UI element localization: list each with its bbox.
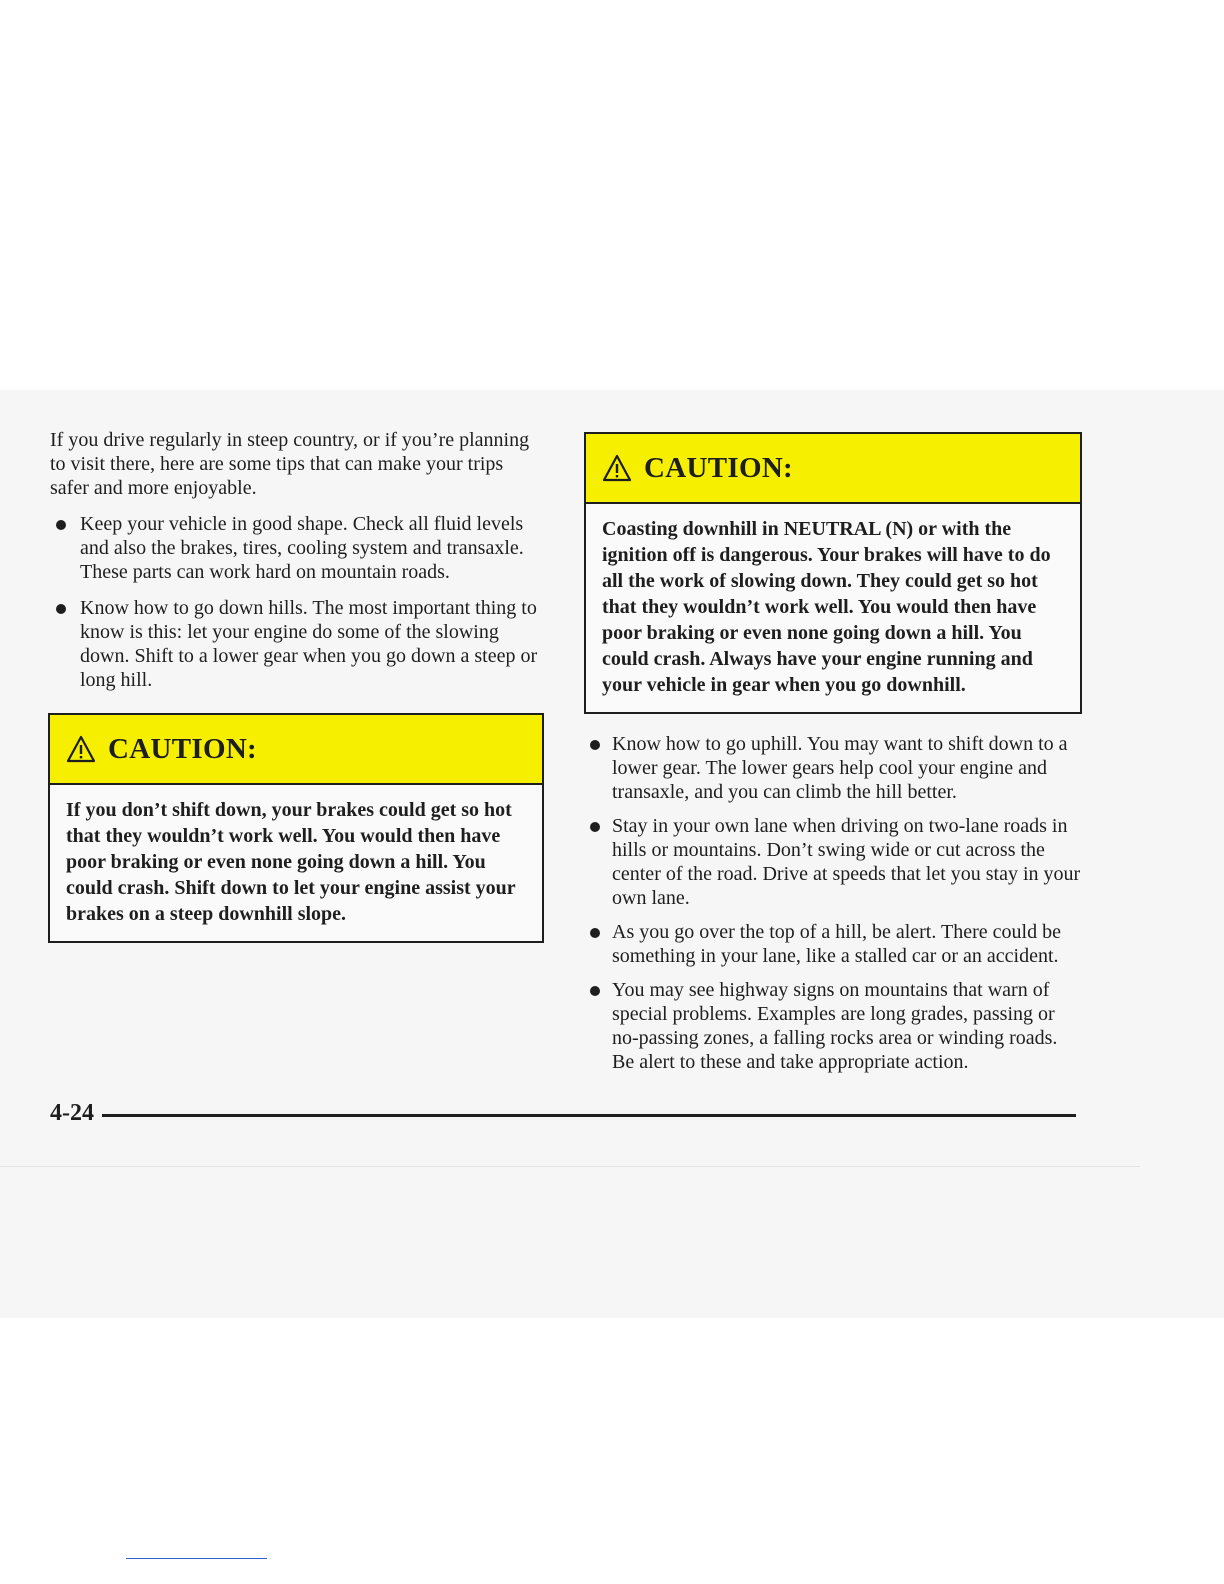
bullet-dot-icon [590, 986, 600, 996]
bullet-text: Know how to go down hills. The most important thing to know is this: let your engine do some of the slowing down. Shift to a lower gear when you go down a steep or long hill. [80, 597, 538, 691]
caution-title: CAUTION: [108, 733, 258, 765]
list-item [50, 596, 550, 692]
page-footer [50, 1098, 1076, 1128]
caution-box-coasting [584, 432, 1082, 714]
bullet-dot-icon [56, 520, 66, 530]
bullet-text: Keep your vehicle in good shape. Check all fluid levels and also the brakes, tires, cooling system and transaxle. These parts can work hard on mountain roads. [80, 513, 524, 583]
footer-rule [102, 1114, 1076, 1117]
right-bullet-list [584, 732, 1084, 1074]
list-item [584, 978, 1084, 1074]
caution-box-shift-down [48, 713, 544, 943]
warning-triangle-icon [66, 735, 96, 763]
bullet-dot-icon [590, 928, 600, 938]
caution-header [50, 715, 542, 785]
caution-header [586, 434, 1080, 504]
left-column [50, 428, 550, 943]
bullet-dot-icon [56, 604, 66, 614]
caution-title: CAUTION: [644, 452, 794, 484]
bullet-text: Stay in your own lane when driving on two-lane roads in hills or mountains. Don’t swing wide or cut across the center of the road. Drive at speeds that let you stay in your own lane. [612, 815, 1081, 909]
caution-body: Coasting downhill in NEUTRAL (N) or with the ignition off is dangerous. Your brakes will have to do all the work of slowing down. They could get so hot that they wouldn’t work well. You would then have poor braking or even none going down a hill. You could crash. Always have your engine running and your vehicle in gear when you go downhill. [602, 518, 1051, 696]
bullet-dot-icon [590, 740, 600, 750]
bullet-dot-icon [590, 822, 600, 832]
warning-triangle-icon [602, 454, 632, 482]
list-item [584, 920, 1084, 968]
caution-body: If you don’t shift down, your brakes could get so hot that they wouldn’t work well. You would then have poor braking or even none going down a hill. You could crash. Shift down to let your engine assist your brakes on a steep downhill slope. [66, 799, 516, 925]
list-item [50, 512, 550, 584]
right-column [584, 432, 1084, 1084]
intro-paragraph: If you drive regularly in steep country, or if you’re planning to visit there, here are some tips that can make your trips safer and more enjoyable. [50, 429, 530, 499]
list-item [584, 732, 1084, 804]
left-bullet-list [50, 512, 550, 692]
list-item [584, 814, 1084, 910]
bullet-text: As you go over the top of a hill, be alert. There could be something in your lane, like a stalled car or an accident. [612, 921, 1061, 967]
divider [126, 1558, 267, 1559]
divider [0, 1166, 1140, 1167]
bullet-text: Know how to go uphill. You may want to shift down to a lower gear. The lower gears help cool your engine and transaxle, and you can climb the hill better. [612, 733, 1068, 803]
page-number: 4-24 [50, 1099, 94, 1126]
bullet-text: You may see highway signs on mountains that warn of special problems. Examples are long grades, passing or no-passing zones, a falling rocks area or winding roads. Be alert to these and take appropriate action. [612, 979, 1058, 1073]
